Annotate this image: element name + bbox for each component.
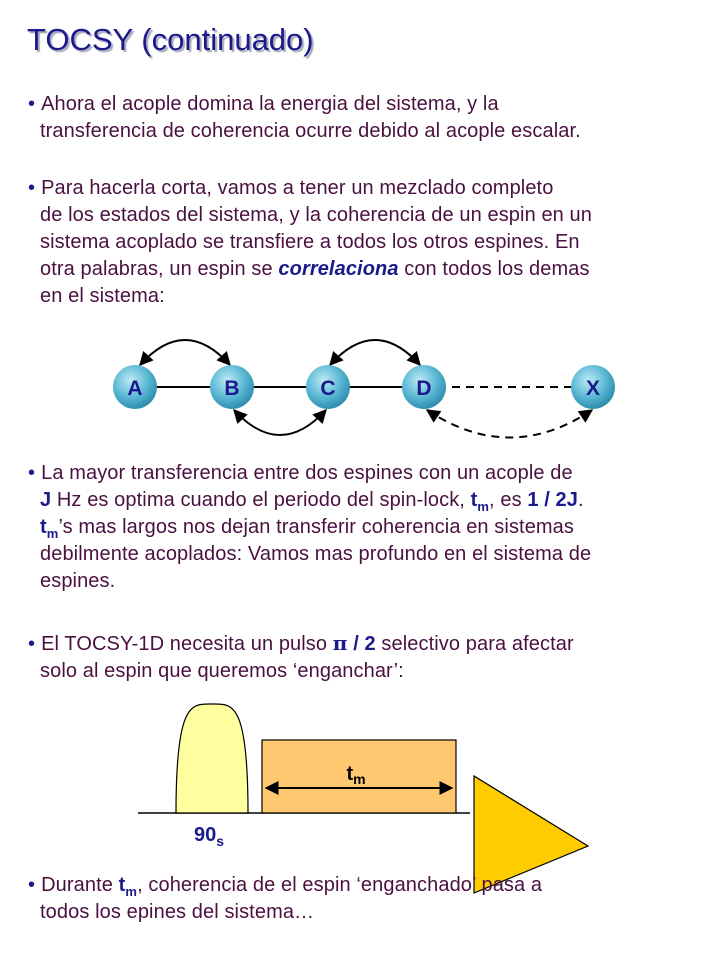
bullet-paragraph-5 [28, 872, 718, 926]
mixing-time-label: $t_m$ [346, 763, 366, 787]
spin-label: C [320, 377, 336, 400]
page-title: TOCSY (continuado) [27, 22, 314, 57]
value-one-over-2j: 1 / 2J [527, 489, 578, 511]
text-fragment: , coherencia de el espin ‘enganchado’ pasa a [137, 874, 543, 896]
bullet-marker: • [28, 874, 36, 896]
text-fragment: . [577, 489, 584, 511]
text-fragment: Hz es optima cuando el periodo del spin-lock, [51, 489, 471, 511]
text-line: solo al espin que queremos ‘enganchar’: [40, 660, 404, 682]
bullet-marker: • [28, 462, 36, 484]
bullet-marker: • [28, 633, 36, 655]
text-line: Ahora el acople domina la energia del sistema, y la [41, 93, 499, 115]
text-line: espines. [40, 570, 116, 592]
pulse-label: $90_s$ [194, 824, 225, 849]
symbol-tm: $t_m$ [118, 874, 138, 899]
emphasis-correlaciona: correlaciona [278, 258, 399, 280]
text-fragment: El TOCSY-1D necesita un pulso [41, 633, 333, 655]
text-fragment: otra palabras, un espin se [40, 258, 279, 280]
text-fragment: selectivo para afectar [375, 633, 574, 655]
symbol-j: J [40, 489, 52, 511]
spin-label: B [224, 377, 240, 400]
text-line: transferencia de coherencia ocurre debido al acople escalar. [40, 120, 581, 142]
bullet-marker: • [28, 93, 36, 115]
text-line: debilmente acoplados: Vamos mas profundo en el sistema de [40, 543, 592, 565]
text-line: sistema acoplado se transfiere a todos los otros espines. En [40, 231, 580, 253]
text-line: todos los epines del sistema… [40, 901, 315, 923]
spin-label: A [127, 377, 143, 400]
symbol-tm: $t_m$ [40, 516, 59, 541]
value-over-2: / 2 [347, 633, 376, 655]
text-line: Para hacerla corta, vamos a tener un mezclado completo [41, 177, 554, 199]
symbol-tm: $t_m$ [470, 489, 490, 514]
text-line: La mayor transferencia entre dos espines con un acople de [41, 462, 573, 484]
text-fragment: Durante [41, 874, 119, 896]
text-line: de los estados del sistema, y la coherencia de un espin en un [40, 204, 592, 226]
bullet-marker: • [28, 177, 36, 199]
spin-label: X [585, 377, 601, 400]
text-fragment: , es [489, 489, 528, 511]
text-fragment: ’s mas largos nos dejan transferir coherencia en sistemas [58, 516, 575, 538]
text-fragment: con todos los demas [398, 258, 590, 280]
selective-pulse-shape [176, 704, 248, 813]
spin-label: D [416, 377, 432, 400]
symbol-pi: π [332, 631, 348, 655]
text-line: en el sistema: [40, 285, 165, 307]
